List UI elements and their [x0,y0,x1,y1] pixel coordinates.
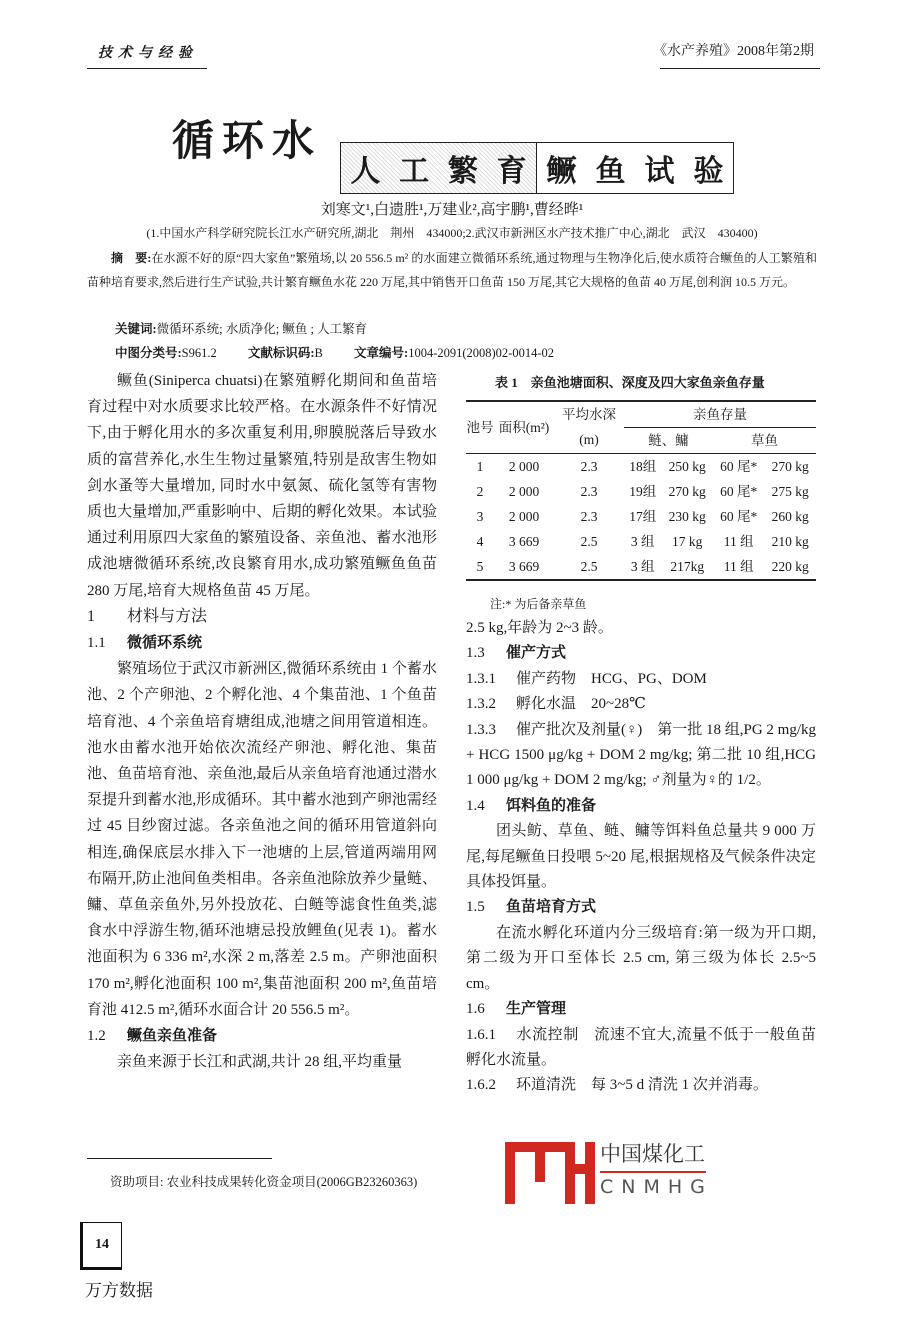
col-area: 面积(m²) [494,401,554,454]
section-number: 1.6.2 [466,1077,496,1094]
abstract [87,246,817,294]
keywords [115,320,367,338]
right-column [466,616,816,1099]
table-cell: 2.5 [580,558,598,574]
table-cell: 5 [476,558,484,574]
table-row [466,454,816,480]
table-cell: 250 kg [668,458,706,474]
table-cell: 2.5 [580,533,598,549]
table-cell: 3 [476,508,484,524]
title-char: 验 [693,155,724,188]
section-text: 催产批次及剂量(♀) 第一批 18 组,PG 2 mg/kg + HCG 1500 μg/kg + DOM 2 mg/kg; 第二批 10 组,HCG 1 000 μg/kg + DOM 2 mg/kg; ♂剂量为♀的 1/2。 [466,721,817,789]
section-1-3-1 [466,667,816,692]
table-cell: 3 669 [508,533,540,549]
watermark-wanfang: 万方数据 [85,1281,153,1301]
header-rule-right [660,68,820,69]
section-1-6-heading [466,997,816,1022]
doc-value: B [314,346,323,360]
section-1-3-2 [466,692,816,717]
section-1-6-2 [466,1073,816,1098]
table-row [466,504,816,529]
title-char: 工 [399,155,430,188]
authors: 刘寒文¹,白遗胜¹,万建业²,高宇鹏¹,曹经晔¹ [320,202,584,218]
section-title: 催产方式 [506,645,567,662]
section-title: 鱼苗培育方式 [506,899,597,916]
table-cell: 270 kg [668,483,706,499]
clc-label: 中图分类号: [115,346,182,360]
journal-issue: 《水产养殖》2008年第2期 [653,44,814,59]
table-cell: 11 组 [723,533,754,549]
col-depth: 平均水深 [562,406,616,422]
article-value: 1004-2091(2008)02-0014-02 [408,346,555,360]
table-cell: 11 组 [723,558,754,574]
footnote-rule [87,1158,272,1159]
section-number: 1.1 [87,635,106,652]
section-1-2-heading [87,1023,437,1049]
section-number: 1.6 [466,1001,485,1018]
col-silver-bighead: 鲢、鳙 [624,428,713,454]
section-number: 1.2 [87,1028,106,1045]
section-1-6-1 [466,1023,816,1074]
section-title: 材料与方法 [127,607,208,625]
intro-paragraph: 鳜鱼(Siniperca chuatsi)在繁殖孵化期间和鱼苗培育过程中对水质要求比较严格。在水源条件不好情况下,由于孵化用水的多次重复利用,卵膜脱落后导致水质的富营养化,水生生物过量繁殖,特别是敌害生物如剑水蚤等大量增加, 同时水中氨氮、硫化氢等有害物质也大量增加,严重影响中、后期的孵化效果。本试验通过利用原四大家鱼的繁殖设备、亲鱼池、蓄水池形成池塘微循环系统,改良繁育用水,成功繁殖鳜鱼鱼苗 280 万尾,培育大规格鱼苗 45 万尾。 [87,373,437,599]
table-cell: 3 组 [630,533,655,549]
table-row [466,554,816,580]
table-cell: 19组 [629,483,657,499]
logo-text-cn: 中国煤化工 [600,1142,705,1166]
section-1-2-text: 亲鱼来源于长江和武湖,共计 28 组,平均重量 [117,1054,403,1071]
section-1-3-3 [466,718,816,794]
section-1-heading [87,604,437,630]
table-row [466,479,816,504]
table-cell: 1 [476,458,484,474]
title-char: 鱼 [595,155,626,188]
doc-label: 文献标识码: [247,346,315,360]
table-cell: 275 kg [771,483,809,499]
table-cell: 230 kg [668,508,706,524]
section-title: 饵料鱼的准备 [506,797,597,814]
table-cell: 17组 [629,508,657,524]
table-cell: 270 kg [771,458,809,474]
table-cell: 2.3 [580,483,598,499]
table-cell: 217kg [670,558,705,574]
table-row [466,529,816,554]
title-part3 [537,143,733,193]
section-1-5-heading [466,895,816,920]
table-cell: 2 000 [508,483,540,499]
clc-value: S961.2 [181,346,217,360]
title-char: 鳜 [546,155,577,188]
col-pond: 池号 [466,401,494,454]
table-cell: 17 kg [672,533,703,549]
table-cell: 260 kg [771,508,809,524]
section-label: 技术与经验 [98,46,198,61]
continued-text: 2.5 kg,年龄为 2~3 龄。 [466,620,613,636]
title-part2 [341,143,537,193]
section-1-1-text: 繁殖场位于武汉市新洲区,微循环系统由 1 个蓄水池、2 个产卵池、2 个孵化池、4 个集苗池、1 个鱼苗培育池、4 个亲鱼培育塘组成,池塘之间用管道相连。池水由蓄水池开始依次流经产卵池、孵化池、集苗池、鱼苗培育池、亲鱼池,最后从亲鱼培育池通过潜水泵提升到蓄水池,形成循环。其中蓄水池到产卵池需经过 45 目纱窗过滤。各亲鱼池之间的循环用管道斜向相连,确保底层水排入下一池塘的上层,管道两端用网布隔开,防止池间鱼类相串。各亲鱼池除放养少量鲢、鳙、草鱼亲鱼外,另外投放花、白鲢等滤食性鱼类,滤食水中浮游生物,循环池塘忌投放鲤鱼(见表 1)。蓄水池面积为 6 336 m²,水深 2 m,落差 2.5 m。产卵池面积 170 m²,孵化池面积 100 m²,集苗池面积 200 m²,鱼苗培育池 412.5 m²,循环水面合计 20 556.5 m²。 [87,661,437,1018]
col-depth-unit: (m) [554,428,624,454]
table-caption: 表 1 亲鱼池塘面积、深度及四大家鱼亲鱼存量 [495,375,765,390]
section-title: 微循环系统 [127,635,203,652]
section-text: 催产药物 HCG、PG、DOM [516,670,707,687]
footnote: 资助项目: 农业科技成果转化资金项目(2006GB23260363) [110,1175,418,1189]
section-1-4-text: 团头鲂、草鱼、鲢、鳙等饵料鱼总量共 9 000 万尾,每尾鳜鱼日投喂 5~20 尾,根据规格及气候条件决定具体投饵量。 [466,823,816,891]
section-number: 1.6.1 [466,1026,496,1043]
table-cell: 60 尾* [720,458,758,474]
table-1 [466,400,816,581]
section-1-1-heading [87,630,437,656]
title-char: 试 [644,155,675,188]
article-label: 文章编号: [354,346,409,360]
table-cell: 3 组 [630,558,655,574]
title-char: 繁 [447,155,478,188]
section-number: 1.5 [466,899,485,916]
section-text: 环道清洗 每 3~5 d 清洗 1 次并消毒。 [516,1077,768,1094]
table-cell: 18组 [629,458,657,474]
title-char: 人 [350,155,381,188]
section-1-4-heading [466,794,816,819]
abstract-label: 摘 要: [111,251,152,265]
col-grass-carp: 草鱼 [713,428,816,454]
table-note: 注:* 为后备亲草鱼 [490,597,587,611]
table-cell: 60 尾* [720,508,758,524]
section-1-3-heading [466,641,816,666]
section-number: 1.4 [466,797,485,814]
keywords-label: 关键词: [115,322,157,336]
table-cell: 2 000 [508,458,540,474]
section-number: 1.3.2 [466,696,496,713]
section-1-5-text: 在流水孵化环道内分三级培育:第一级为开口期, 第二级为开口至体长 2.5 cm, 第三级为体长 2.5~5 cm。 [466,924,816,992]
table-cell: 2.3 [580,508,598,524]
title-char: 育 [496,155,527,188]
table-cell: 2.3 [580,458,598,474]
abstract-text: 在水源不好的原“四大家鱼”繁殖场,以 20 556.5 m² 的水面建立微循环系统,通过物理与生物净化后,使水质符合鳜鱼的人工繁殖和苗种培育要求,然后进行生产试验,共计繁育鳜鱼水花 220 万尾,其中销售开口鱼苗 150 万尾,其它大规格的鱼苗 40 万尾,创利润 10.5 万元。 [87,251,818,289]
table-cell: 2 [476,483,484,499]
section-number: 1.3.3 [466,721,496,738]
section-title: 鳜鱼亲鱼准备 [127,1028,218,1045]
section-text: 水流控制 流速不宜大,流量不低于一般鱼苗孵化水流量。 [466,1026,816,1068]
section-number: 1.3 [466,645,485,662]
logo-rule [600,1171,706,1173]
affiliation: (1.中国水产科学研究院长江水产研究所,湖北 荆州 434000;2.武汉市新洲区水产技术推广中心,湖北 武汉 430400) [146,226,758,240]
header-rule-left [87,68,207,69]
keywords-text: 微循环系统; 水质净化; 鳜鱼 ; 人工繁育 [156,322,368,336]
section-text: 孵化水温 20~28℃ [516,696,646,713]
classification [115,344,582,362]
section-number: 1 [87,607,95,625]
page-number: 14 [80,1222,122,1270]
title-box [340,142,734,194]
title-main: 循环水 [172,116,323,165]
table-cell: 4 [476,533,484,549]
col-stock: 亲鱼存量 [624,401,816,428]
table-cell: 60 尾* [720,483,758,499]
section-title: 生产管理 [506,1001,567,1018]
table-cell: 2 000 [508,508,540,524]
logo-text-en: CNMHG [600,1176,713,1198]
left-column [87,368,437,1075]
section-number: 1.3.1 [466,670,496,687]
table-cell: 3 669 [508,558,540,574]
table-cell: 220 kg [771,558,809,574]
table-cell: 210 kg [771,533,809,549]
